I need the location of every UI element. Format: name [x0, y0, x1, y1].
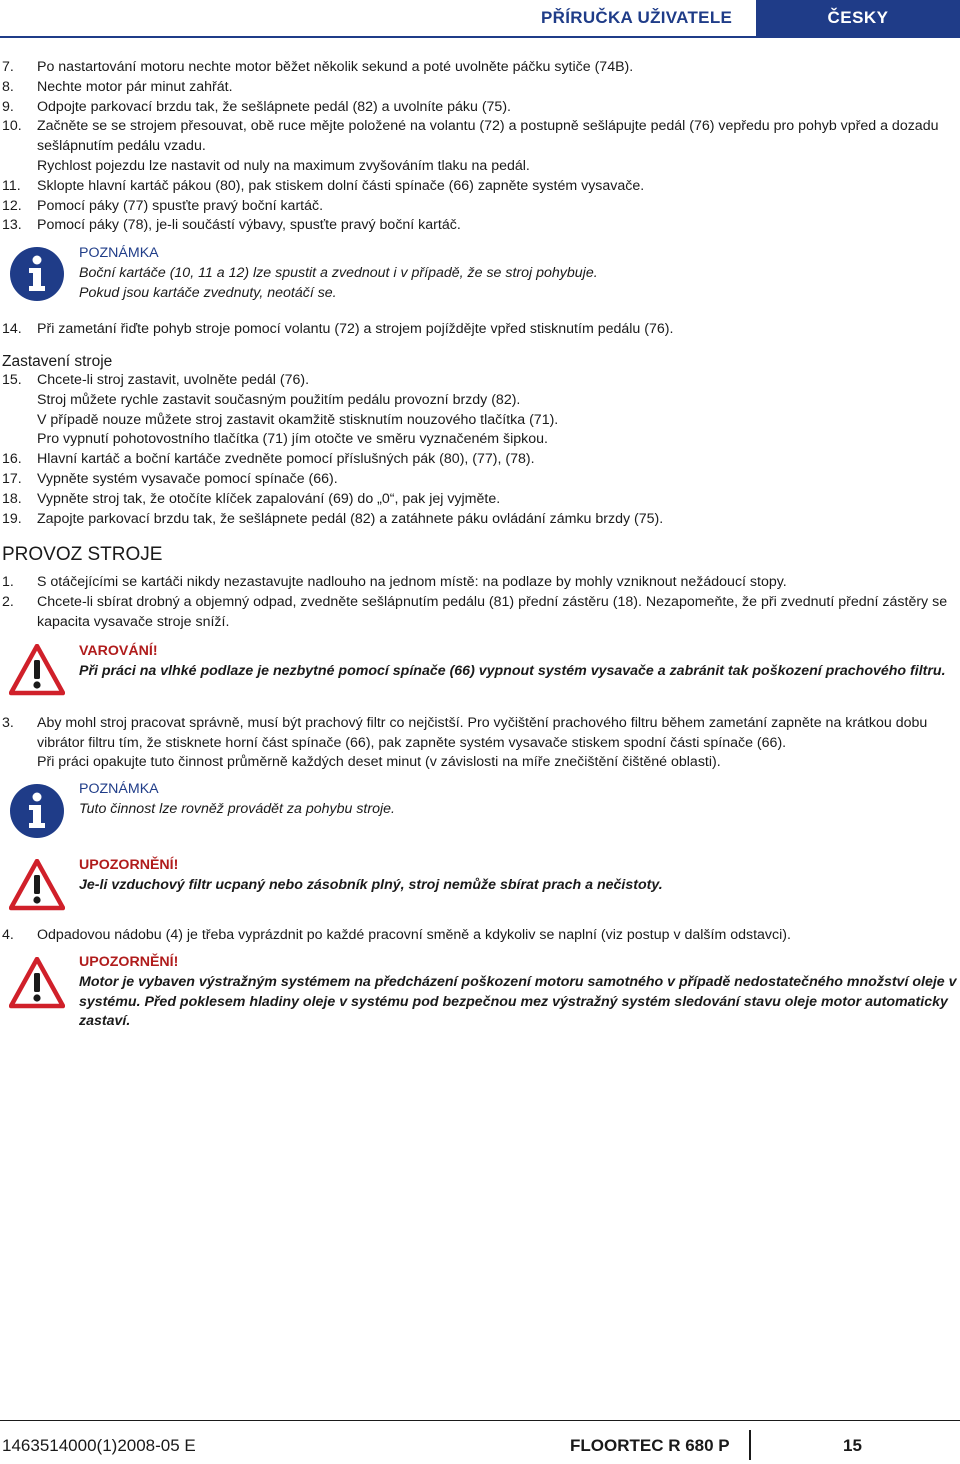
- warning-triangle-icon: [9, 859, 65, 911]
- list-item: [0, 58, 958, 78]
- model-name: FLOORTEC R 680 P: [570, 1436, 730, 1455]
- step-text: Vypněte stroj tak, že otočíte klíček zapalování (69) do „0“, pak jej vyjměte.: [37, 490, 501, 507]
- caution-heading: UPOZORNĚNÍ!: [79, 857, 179, 874]
- caution-text: Je-li vzduchový filtr ucpaný nebo zásobník plný, stroj nemůže sbírat prach a nečistoty.: [79, 876, 663, 893]
- list-item: [0, 197, 958, 217]
- info-icon: [9, 783, 65, 839]
- step-text: Vypněte systém vysavače pomocí spínače (66).: [37, 470, 338, 487]
- caution-heading: UPOZORNĚNÍ!: [79, 953, 179, 970]
- step-number: 12.: [2, 197, 22, 214]
- document-code: 1463514000(1)2008-05 E: [2, 1436, 196, 1455]
- step-number: 8.: [2, 78, 14, 95]
- step-number: 13.: [2, 217, 22, 234]
- note-text: Boční kartáče (10, 11 a 12) lze spustit a zvednout i v případě, že se stroj pohybuje.: [79, 264, 598, 281]
- caution-text: Motor je vybaven výstražným systémem na předcházení poškození motoru samotného v případě nedostatečného množství oleje v systému. Před poklesem hladiny oleje v systému pod bezpečnou mez výstražný systém sledování stavu oleje motor automaticky zastaví.: [79, 973, 957, 1030]
- list-item: [0, 450, 958, 470]
- list-item: [0, 714, 958, 754]
- step-continuation: V případě nouze můžete stroj zastavit okamžitě stisknutím nouzového tlačítka (71).: [37, 411, 559, 428]
- step-continuation: Při práci opakujte tuto činnost průměrně každých deset minut (v závislosti na míře znečištění čištěné oblasti).: [37, 754, 721, 771]
- page-content: [0, 58, 958, 1033]
- language-badge: ČESKY: [756, 0, 960, 36]
- note-heading: POZNÁMKA: [79, 245, 159, 262]
- list-item: [0, 926, 958, 946]
- list-item: [0, 117, 958, 157]
- step-text: Zapojte parkovací brzdu tak, že sešlápnete pedál (82) a zatáhnete páku ovládání zámku brzdy (75).: [37, 510, 664, 527]
- warning-triangle-icon: [9, 957, 65, 1009]
- step-text: Nechte motor pár minut zahřát.: [37, 78, 233, 95]
- step-number: 15.: [2, 371, 22, 388]
- caution-box: [0, 856, 958, 916]
- step-number: 7.: [2, 59, 14, 75]
- page-number: 15: [843, 1436, 862, 1455]
- step-number: 17.: [2, 470, 22, 487]
- list-item: [0, 177, 958, 197]
- step-text: Pomocí páky (77) spusťte pravý boční kartáč.: [37, 197, 324, 214]
- footer-divider: [749, 1430, 751, 1460]
- step-number: 9.: [2, 98, 14, 115]
- step-text: Chcete-li sbírat drobný a objemný odpad, zvedněte sešlápnutím pedálu (81) přední zástěru (18). Nezapomeňte, že při zvednutí přední zástěry se kapacita vysavače stroje sníží.: [37, 594, 948, 630]
- step-text: S otáčejícími se kartáči nikdy nezastavujte nadlouho na jednom místě: na podlaze by mohly vzniknout nežádoucí stopy.: [37, 574, 787, 591]
- step-text: Aby mohl stroj pracovat správně, musí být prachový filtr co nejčistší. Pro vyčištění prachového filtru během zametání zapněte na krátkou dobu vibrátor filtru tím, že stisknete horní část spínače (66), pak zapněte systém vysavače stiskem spodní části spínače (66).: [37, 714, 928, 751]
- step-number: 16.: [2, 451, 22, 468]
- step-number: 4.: [2, 927, 14, 944]
- step-text: Odpadovou nádobu (4) je třeba vyprázdnit po každé pracovní směně a kdykoliv se naplní (viz postup v dalším odstavci).: [37, 927, 791, 944]
- step-text: Po nastartování motoru nechte motor běžet několik sekund a poté uvolněte páčku sytiče (74B).: [37, 59, 634, 75]
- note-box: [0, 244, 958, 308]
- warning-heading: VAROVÁNÍ!: [79, 642, 158, 659]
- header-title: PŘÍRUČKA UŽIVATELE: [541, 8, 733, 27]
- warning-text: Při práci na vlhké podlaze je nezbytné pomocí spínače (66) vypnout systém vysavače a zabránit tak poškození prachového filtru.: [79, 662, 946, 679]
- step-text: Při zametání řiďte pohyb stroje pomocí volantu (72) a strojem pojíždějte vpřed stisknutím pedálu (76).: [37, 321, 674, 338]
- step-continuation: Stroj můžete rychle zastavit současným použitím pedálu provozní brzdy (82).: [37, 391, 521, 408]
- step-number: 14.: [2, 321, 22, 338]
- step-number: 3.: [2, 714, 14, 731]
- step-number: 18.: [2, 490, 22, 507]
- warning-box: [0, 642, 958, 702]
- step-text: Chcete-li stroj zastavit, uvolněte pedál (76).: [37, 371, 310, 388]
- step-continuation: Pro vypnutí pohotovostního tlačítka (71) jím otočte ve směru vyznačeném šipkou.: [37, 431, 548, 448]
- list-item: [0, 78, 958, 98]
- step-text: Sklopte hlavní kartáč pákou (80), pak stiskem dolní části spínače (66) zapněte systém vysavače.: [37, 177, 645, 194]
- step-text: Hlavní kartáč a boční kartáče zvedněte pomocí příslušných pák (80), (77), (78).: [37, 451, 535, 468]
- footer-rule: [0, 1420, 960, 1421]
- list-item: [0, 98, 958, 118]
- step-continuation: Rychlost pojezdu lze nastavit od nuly na maximum zvyšováním tlaku na pedál.: [37, 157, 530, 174]
- list-item: [0, 593, 958, 633]
- step-text: Začněte se se strojem přesouvat, obě ruce mějte položené na volantu (72) a postupně sešlápujte pedál (76) vepředu pro pohyb vpřed a dozadu sešlápnutím pedálu vzadu.: [37, 118, 939, 155]
- list-item: [0, 216, 958, 236]
- list-item: [0, 371, 958, 391]
- list-item: [0, 490, 958, 510]
- subsection-title: Zastavení stroje: [2, 352, 113, 370]
- step-number: 2.: [2, 594, 14, 611]
- section-title: PROVOZ STROJE: [2, 544, 163, 566]
- note-text: Tuto činnost lze rovněž provádět za pohybu stroje.: [79, 800, 395, 817]
- note-heading: POZNÁMKA: [79, 781, 159, 798]
- warning-triangle-icon: [9, 644, 65, 696]
- note-box: [0, 780, 958, 840]
- step-text: Pomocí páky (78), je-li součástí výbavy, spusťte pravý boční kartáč.: [37, 217, 461, 234]
- note-text: Pokud jsou kartáče zvednuty, neotáčí se.: [79, 284, 337, 301]
- step-number: 11.: [2, 177, 21, 194]
- info-icon: [9, 246, 65, 302]
- step-number: 19.: [2, 510, 22, 527]
- list-item: [0, 573, 958, 593]
- list-item: [0, 510, 958, 530]
- header-rule: [0, 36, 960, 38]
- list-item: [0, 320, 958, 340]
- step-text: Odpojte parkovací brzdu tak, že sešlápnete pedál (82) a uvolníte páku (75).: [37, 98, 511, 115]
- step-number: 10.: [2, 118, 22, 135]
- caution-box: [0, 953, 958, 1033]
- step-number: 1.: [2, 574, 14, 591]
- list-item: [0, 470, 958, 490]
